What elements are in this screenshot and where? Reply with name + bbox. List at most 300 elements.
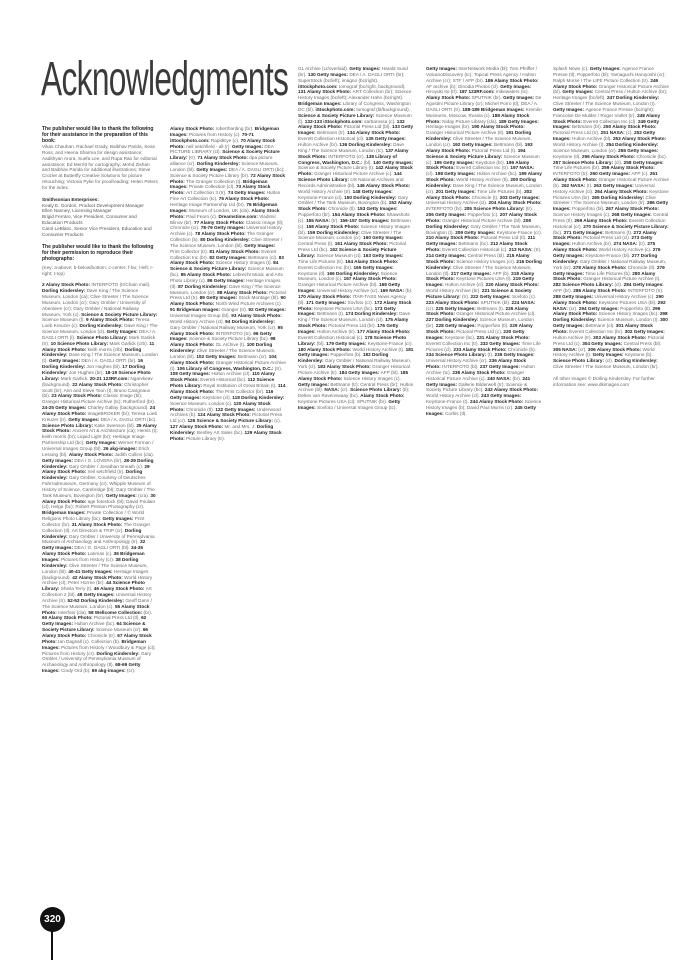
credit-source: Getty Images: xyxy=(244,242,276,248)
credit-detail: (b). xyxy=(405,288,413,294)
credit-detail: Popperfoto (tl). xyxy=(477,323,510,329)
credit-detail: Dave King / The Science Museum, London (cl). xyxy=(298,311,411,323)
credit-detail: Clive Streeter / The Science Museum, London (cr). xyxy=(426,136,532,147)
credit-detail: Gary Ombler / The Tank Museum, Bovington (t). xyxy=(426,223,541,235)
credit-detail: Chronicle (bc). xyxy=(636,153,667,159)
credit-detail: Sovfoto (cr). xyxy=(347,299,375,305)
credit-source: Getty Images: xyxy=(503,95,536,101)
credit-source: Dorling Kindersley: xyxy=(79,323,125,329)
credit-source: Alamy Stock Photo: xyxy=(170,126,216,131)
credit-source: 242 Alamy Stock Photo: xyxy=(484,387,539,393)
credit-source: 225 Getty Images: xyxy=(435,305,478,311)
credit-detail: Kremlin Museums, Moscow, Russia (c). xyxy=(426,106,542,118)
thanks-text: Vikas Chauhan, Rachael Grady, Baibhav Parida, Sean Ross, and Heena Sharma for design assistance; Aadithyan Arora, Suefa Lee, and Rupa Rao for editorial assistance; Ed Merritt for cartography; Mohd Zishan and Baibhav Parida for additional illustrations; Steve Crozier at Butterfly Creative Solutions for picture retouching; Victoria Pyke for proofreading; Helen Peters for the index. xyxy=(42,144,158,190)
credit-source: 233 Alamy Stock Photo: xyxy=(453,346,508,352)
credit-detail: Keystone-France (bl). xyxy=(585,253,632,258)
credit-detail: Popperfoto (tl). xyxy=(620,305,653,311)
credit-detail: Bettmann (tr). xyxy=(317,130,347,136)
credit-source: 298 Dorling Kindersley: xyxy=(553,311,668,323)
credit-source: 11 Alamy Stock Photo: xyxy=(42,340,155,352)
credit-detail: Popperfoto (c). xyxy=(467,212,500,218)
credit-source: 178 Science Photo Library: xyxy=(298,334,407,346)
credit-detail: SPUTNIK (br). xyxy=(471,95,504,101)
credit-source: 160 Getty Images: xyxy=(363,235,404,241)
credit-detail: Art Collection 3 (tr). xyxy=(186,190,228,196)
credit-detail: Harald Sund (br). xyxy=(298,66,408,77)
credit-source: 112 Science Photo Library: xyxy=(170,377,275,389)
credit-detail: World History Archive (br). xyxy=(426,288,482,294)
footer-note: All other images © Dorling Kindersley. For further information see: www.dkimages.com xyxy=(553,375,655,387)
credit-source: 300 Getty Images: xyxy=(553,317,668,329)
credit-source: 95 Alamy Stock Photo: xyxy=(170,324,283,336)
credit-source: 78 Alamy Stock Photo: xyxy=(195,231,247,237)
credit-detail: Keystone Pictures USA (t). xyxy=(456,276,514,282)
credit-detail: Underwood Archives (b). xyxy=(170,406,281,418)
credit-source: 166 Dorling Kindersley: xyxy=(326,270,381,276)
credit-source: Dorling Kindersley: xyxy=(614,358,658,364)
credit-source: 170 Alamy Stock Photo: xyxy=(298,293,353,299)
credit-detail: Cindy Ord (b). xyxy=(61,668,92,674)
credit-source: 70-71 iStockphoto.com: xyxy=(170,131,254,143)
credit-detail: Pictorial Press Ltd (c). xyxy=(456,328,504,334)
credit-detail: Science Museum, London (c). xyxy=(170,400,234,406)
credit-source: 275 Alamy Stock Photo: xyxy=(553,241,656,253)
credit-detail: Keystone (br). xyxy=(475,159,507,165)
credit-detail: Ngarvkeav (background). xyxy=(42,375,153,387)
credit-detail: Gary Ombler / National Railway Museum, York (cl). xyxy=(298,358,412,370)
credit-source: 203 Getty Images: xyxy=(499,194,540,200)
column-1 xyxy=(42,126,158,891)
column-3 xyxy=(298,66,414,956)
credit-source: 30 Alamy Stock Photo: xyxy=(42,492,156,504)
credit-source: 187 123RF.com: xyxy=(459,89,496,95)
credit-source: 282 Science Photo Library: xyxy=(553,282,615,288)
credit-source: 264 Alamy Stock Photo: xyxy=(594,188,650,194)
credit-source: 195 Getty Images: xyxy=(434,159,476,165)
credit-detail: Mark Garlick (tr). xyxy=(42,334,156,346)
credit-source: 193 Alamy Stock Photo: xyxy=(426,141,533,153)
credit-source: 262 NASA: xyxy=(561,182,587,188)
credit-source: iStockphoto.com: xyxy=(315,106,357,112)
credit-detail: RapidEye (c). xyxy=(210,137,241,143)
key-legend: (Key: a-above; b-below/bottom; c-center; f-far; l-left; r-right; t-top) xyxy=(42,264,154,276)
credit-detail: (cl). xyxy=(614,282,624,288)
credit-source: Bridgeman Images: xyxy=(170,126,280,137)
credit-detail: Science Museum (l). xyxy=(42,317,87,323)
credit-source: Science Photo Library: xyxy=(350,387,403,393)
credit-source: 292 NASA: xyxy=(553,299,666,311)
credit-detail: Bettmann (c). xyxy=(298,217,411,229)
credit-source: Getty Images: xyxy=(589,66,623,71)
credit-detail: Everett Historical (bc). xyxy=(200,377,248,383)
credit-source: 219 Getty Images: xyxy=(426,276,535,288)
credit-source: Getty Images: xyxy=(196,166,229,172)
credit-detail: Everett Collection Inc (br). xyxy=(298,264,354,270)
credit-source: Getty Images: xyxy=(85,440,119,446)
credit-detail: Clive Streeter / The Science Museum, London (bl). xyxy=(170,348,276,359)
credit-source: 136 Dorling Kindersley: xyxy=(339,141,394,147)
credit-source: 196 Alamy Stock Photo: xyxy=(426,159,530,171)
credit-source: 17 Dorling Kindersley: xyxy=(42,364,146,375)
credit-detail: World History Archive (t). xyxy=(352,346,406,352)
credit-detail: tomograf (bc/right, background). xyxy=(338,83,406,89)
credit-source: 34-35 Alamy Stock Photo: xyxy=(42,545,144,557)
credit-source: 84 Science & Society Picture Library: xyxy=(170,260,279,272)
credit-detail: Dave King / The Science Museum, London (t). xyxy=(42,352,158,364)
credit-detail: Science History Images (t). xyxy=(215,260,274,266)
credit-detail: Science History Images (bc). xyxy=(598,311,660,317)
credit-source: 114 Alamy Stock Photo: xyxy=(170,383,286,394)
credit-source: 279 Getty Images: xyxy=(553,264,665,276)
credit-detail: Niday Picture Library (cla). xyxy=(442,118,499,124)
credit-source: 163 Getty Images: xyxy=(363,253,404,258)
credit-detail: Granger Historical Picture Archive (bl). xyxy=(553,83,669,95)
credit-source: 218 Alamy Stock Photo: xyxy=(426,270,535,282)
credit-detail: The Granger Collection (tl); Art Directors & TRIP (cr). xyxy=(42,521,151,533)
credit-source: 120 Alamy Stock Photo: xyxy=(170,400,271,412)
credit-source: 167 Alamy Stock Photo: xyxy=(343,276,397,282)
credit-detail: (br). xyxy=(512,375,523,381)
credit-detail: (tr). xyxy=(525,206,533,212)
credit-source: 165 Getty Images: xyxy=(353,264,394,270)
credit-source: 206 Getty Images: xyxy=(426,212,468,218)
credit-source: 154 Alamy Stock Photo: xyxy=(332,212,387,218)
credit-source: 180 Alamy Stock Photo: xyxy=(298,346,353,352)
smithsonian-heading: Smithsonian Enterprises: xyxy=(42,196,99,202)
credit-detail: Universal History Archive (cr). xyxy=(426,358,490,364)
credit-source: 269 Alamy Stock Photo: xyxy=(574,217,629,223)
credit-source: 118 Dorling Kindersley: xyxy=(232,394,285,400)
credit-detail: neil setchfield - all (r). xyxy=(186,143,233,149)
credit-source: 247 Dorling Kindersley: xyxy=(606,95,660,101)
credit-source: 116 Getty Images: xyxy=(170,388,274,400)
credit-detail: Hulton Archive (bl). xyxy=(572,136,613,142)
credit-detail: Print Collector (tr). xyxy=(170,248,210,254)
credit-source: 68-69 Getty Images: xyxy=(42,662,141,674)
credit-detail: Gallerie Bilderwelt (tr); Science & Society Picture Library (bc). xyxy=(426,381,528,393)
credit-detail: Science History Images (cr). xyxy=(456,258,517,264)
credit-detail: DEA / A. DAGLI ORTI (bc); Science & Society Picture Library (br). xyxy=(170,166,285,178)
credit-detail: Popperfoto (b). xyxy=(330,352,363,358)
credit-source: 73 Alamy Stock Photo: xyxy=(170,184,271,196)
credit-source: 71 Alamy Stock Photo: xyxy=(197,155,250,161)
credit-source: 78-79 Getty Images: xyxy=(200,225,247,231)
credit-detail: Bettmann (bc). xyxy=(458,241,491,247)
credit-source: 32 Getty Images: xyxy=(42,539,146,551)
credit-source: 296 Alamy Stock Photo: xyxy=(553,305,661,317)
credit-source: 173 Getty Images: xyxy=(298,305,396,317)
credit-detail: Granger Historical Picture Archive (cl). xyxy=(456,311,536,317)
credit-detail: Science Museum (cr). xyxy=(95,627,143,633)
credit-source: 189 Getty Images: xyxy=(498,118,539,124)
credit-detail: Science Museum (l). xyxy=(298,112,412,124)
credit-detail: Time Life Pictures (b). xyxy=(477,188,525,194)
credit-detail: InterNetwork Media (bl); Tom Pfeiffer / VolcanoDiscovery (tc); Topical Press Agency / Hulton Archive (cr); STF / AFP (br). xyxy=(426,66,538,83)
credit-detail: Shawshots (c). xyxy=(298,212,410,223)
credit-detail: Gary Ombler / University of Pennsylvania Museum of Archaeology and Anthropology (tr). xyxy=(42,533,155,545)
credit-detail: Charley Gallay (background). xyxy=(87,405,150,411)
thanks-heading: The publisher would like to thank the following for their assistance in the preparation of this book: xyxy=(42,126,154,144)
credit-detail: Time Life Pictures (br). xyxy=(553,165,602,171)
credit-detail: Bentley Art Sales (bc). xyxy=(196,429,245,435)
credit-detail: Chronicle (tl). xyxy=(627,264,657,270)
credit-detail: DEA / G. LOVERA (br). xyxy=(74,457,124,463)
credit-detail: Keystone (tl). xyxy=(298,270,327,276)
credit-detail: Everett Collection Historical (c). xyxy=(298,334,365,340)
credit-detail: Jon Hughes (bl). xyxy=(86,364,123,370)
credit-detail: Hulton Archive (cl). xyxy=(211,371,253,377)
credit-source: Dreamstime.com: xyxy=(218,213,260,219)
credit-source: 271 Getty Images: xyxy=(563,229,606,235)
credit-detail: Dave King / The Science Museum, London (cr). xyxy=(426,182,542,194)
credit-source: 48 Getty Images: xyxy=(77,592,116,598)
credit-source: 254 Dorling Kindersley: xyxy=(606,141,659,147)
page-number: 320 xyxy=(40,907,65,932)
credit-source: Getty Images: xyxy=(49,358,82,364)
credit-detail: Splash News (c). xyxy=(553,66,590,71)
credit-source: Getty Images: xyxy=(500,83,532,89)
credit-source: Getty Images: xyxy=(426,66,459,71)
credit-source: 245 Getty Images: xyxy=(426,404,536,416)
credit-detail: Everett Collection Inc (cl). xyxy=(583,118,638,124)
credit-source: 62 Getty Images: xyxy=(42,615,147,627)
credit-source: 194 Science & Society Picture Library: xyxy=(426,147,526,159)
credit-detail: Chronicle (t). xyxy=(471,194,500,200)
credit-detail: Universal History Archive (tr). xyxy=(42,592,152,603)
credits-list xyxy=(553,66,669,370)
credit-detail: Central Press (t). xyxy=(298,241,335,247)
credit-detail: Popperfoto (bl). xyxy=(572,206,606,212)
credit-source: 228 Getty Images: xyxy=(435,323,478,329)
credit-detail: Paul Fearn (c). xyxy=(186,213,219,219)
credit-detail: Science & Society Picture Library (bc). xyxy=(189,336,271,342)
credit-detail: Bettmann (cr). xyxy=(237,353,269,359)
credit-detail: Geoff Dann / The Science Museum, London (c). xyxy=(42,597,152,609)
credit-detail: Chronicle (tl). xyxy=(328,206,358,212)
credit-detail: Gary Ombler / University of Pennsylvania Museum of Archaeology and Anthropology (tl). xyxy=(42,650,152,668)
credit-source: 284 Getty Images: xyxy=(623,282,664,288)
credit-detail: Everett Collection Historical (cr). xyxy=(553,217,666,229)
credit-detail: US National Archives and Records Administration (bl). xyxy=(298,177,404,188)
credit-detail: (t). xyxy=(586,182,594,188)
credit-source: 304 Getty Images: xyxy=(582,340,624,346)
credit-detail: World History Archive (c). xyxy=(598,247,653,253)
credit-detail: Jon Hughes (br). xyxy=(68,370,106,375)
credit-source: 104 Alamy Stock Photo: xyxy=(170,353,277,365)
credit-detail: Pictorial Press Ltd (cr). xyxy=(170,412,283,424)
credit-source: 235 Getty Images: xyxy=(494,352,535,358)
credit-detail: Lebrecht Music and Arts Photo Library (c). xyxy=(170,272,283,283)
credit-source: 270 Science & Society Picture Library: xyxy=(583,223,669,229)
credit-detail: Pictorial Press Ltd (tl). xyxy=(480,235,528,241)
credit-source: Getty Images: xyxy=(349,66,382,71)
credit-source: Getty Images: xyxy=(68,416,101,422)
credit-detail: Everett Collection Inc (tr). xyxy=(426,340,481,346)
credit-detail: Keystone (tl). xyxy=(553,153,582,159)
credit-detail: Gary Ombler, Courtesy of Deutsches Fahrradmuseum, Germany (cr); Whipple Museum of History of Science, Cambridge (bl); Gary Ombler / The Tank Museum, Bovington (br). xyxy=(42,475,155,498)
credit-detail: Print Collector (br). xyxy=(42,516,145,527)
credit-source: 188 Alamy Stock Photo: xyxy=(426,112,530,124)
credit-detail: (cl). xyxy=(426,171,436,177)
column-2 xyxy=(170,126,286,906)
credit-source: 181 Getty Images: xyxy=(298,346,414,358)
credit-detail: Universal History Archive (c). xyxy=(594,293,656,299)
credit-source: 87 Dorling Kindersley: xyxy=(178,283,230,289)
credit-detail: Granger Historical Picture Archive (c). xyxy=(314,171,394,177)
credit-source: 263 Getty Images: xyxy=(593,182,636,188)
credit-detail: Lanmas (c). xyxy=(87,551,114,557)
credit-detail: Granger Historical Picture Archive (b). xyxy=(553,177,669,188)
credit-detail: INTERFOTO (tr/Chain mail). xyxy=(91,282,151,288)
credit-source: 88 Alamy Stock Photo: xyxy=(217,289,270,295)
credit-detail: INTERFOTO (bl). xyxy=(442,364,480,370)
credit-detail: (cra). xyxy=(138,492,151,498)
credit-detail: AFP (c). xyxy=(631,171,650,177)
credit-source: 175 Alamy Stock Photo: xyxy=(298,317,409,329)
credit-detail: sarbarossa (c). xyxy=(364,118,397,124)
credit-detail: Picture Library (tr). xyxy=(186,435,225,441)
credit-source: 89 Getty Images: xyxy=(199,295,239,301)
credit-detail: Private Collection / © World Religions Photo Library (bc). xyxy=(42,510,145,522)
credit-source: 52-53 Dorling Kindersley: xyxy=(67,597,126,603)
credit-detail: Granger Historical Picture Archive (bl). xyxy=(298,282,380,288)
credit-source: 184 Getty Images: xyxy=(339,369,381,375)
credit-detail: Granger Historical Picture Archive (t). xyxy=(170,359,286,371)
credit-detail: Dave King / The Science Museum, London (cr). xyxy=(170,283,281,295)
credit-detail: Science Museum, London (br). xyxy=(426,317,534,329)
credit-detail: Central Press (tl). xyxy=(553,212,669,223)
credit-detail: North Wind Picture Archives (c). xyxy=(215,301,283,307)
credit-source: 176 Getty Images: xyxy=(298,323,399,334)
credit-source: Dorling Kindersley: xyxy=(42,288,87,294)
credit-detail: Universal History Archive (c). xyxy=(170,225,282,237)
credit-source: Alamy Stock Photo: xyxy=(360,393,405,399)
credit-detail: (tr). xyxy=(534,247,542,253)
credit-detail: Pictures from History / Woodbury & Page (cl); Pictures from History (cr). xyxy=(42,644,156,656)
page-title: Acknowledgments xyxy=(41,53,289,106)
credit-detail: (tr). xyxy=(461,293,471,299)
credit-source: 241 Getty Images: xyxy=(426,375,531,387)
credit-detail: Stock Montage (bl). xyxy=(238,295,281,301)
credit-detail: Heritage Images (br). xyxy=(426,124,472,130)
credit-source: 23 Alamy Stock Photo: xyxy=(51,393,104,399)
credit-source: 223 Alamy Stock Photo: xyxy=(426,299,481,305)
credit-detail: INTERFOTO (tr). xyxy=(627,288,664,294)
credit-detail: (cr). xyxy=(578,346,588,352)
credit-source: 211 Getty Images: xyxy=(426,235,536,247)
credit-detail: (tr). xyxy=(331,217,340,223)
credit-source: Getty Images: xyxy=(102,516,135,522)
credit-source: 208 Dorling Kindersley: xyxy=(426,217,531,229)
credit-source: 55 Alamy Stock Photo: xyxy=(42,603,150,615)
credit-detail: Pictorial Press Ltd (cl). xyxy=(583,235,632,241)
credit-source: Alamy Stock Photo: xyxy=(170,207,280,219)
credit-detail: Keystone-France (cl). xyxy=(298,194,345,200)
credit-source: 257 Science Photo Library: xyxy=(553,159,615,165)
credit-source: 246 Alamy Stock Photo: xyxy=(553,77,659,89)
credit-detail: Science Museum (cl). xyxy=(316,253,364,258)
credit-detail: Keystone Pictures USA (br). xyxy=(553,188,669,200)
credit-detail: Science History Images (bl). xyxy=(298,223,410,235)
credit-detail: Bettmann (cl). xyxy=(248,254,279,260)
credit-detail: DEA / A. DAGLI ORTI (br); SuperStock (bc/left); imagno (bc/right). xyxy=(298,71,405,83)
credits-list xyxy=(170,126,286,442)
smithsonian-line: Brigid Ferraro, Vice President, Consumer and Education Products xyxy=(42,214,137,226)
credit-detail: Judith Collins (cla). xyxy=(114,451,155,457)
credit-detail: Pictorial Press Ltd (bc). xyxy=(298,241,406,253)
credit-source: 266 Getty Images: xyxy=(553,200,669,212)
credit-detail: Everett Collection Historical (c). xyxy=(442,247,509,253)
credit-detail: DEA / A. DAGLI ORTI (bc). xyxy=(100,416,157,422)
credit-source: 168 Getty Images: xyxy=(298,282,401,294)
credit-source: 161 Alamy Stock Photo: xyxy=(334,241,390,247)
credit-detail: Katie Swenson (bl). xyxy=(94,422,137,428)
credit-source: 174 Dorling Kindersley: xyxy=(345,311,400,317)
credit-source: 301 Alamy Stock Photo: xyxy=(553,323,653,334)
credit-source: 100 Dorling Kindersley: xyxy=(170,342,273,354)
smithsonian-line: Carol LeBlanc, Senior Vice President, Education and Consumer Products xyxy=(42,225,152,237)
credit-detail: Keystone (b). xyxy=(624,352,653,358)
credit-detail: Science Museum, London (t). xyxy=(597,317,661,323)
credit-source: Dorling Kindersley: xyxy=(170,424,274,435)
credit-detail: Clive Streeter / The Science Museum, London (t). xyxy=(553,101,656,107)
credit-source: 200 Dorling Kindersley: xyxy=(426,177,536,188)
credit-detail: Bettmann (t). xyxy=(317,311,346,317)
credit-source: Science & Society Picture Library: xyxy=(298,112,376,118)
credit-detail: Art Collection 2 (bl). xyxy=(42,586,152,598)
credit-detail: Dave King / The Science Museum, London (tc). xyxy=(298,141,405,153)
credit-detail: Mr. and Mrs. J. xyxy=(224,424,257,430)
credit-source: 273 Getty Images: xyxy=(553,235,653,247)
credit-source: 77 Alamy Stock Photo: xyxy=(193,219,246,225)
credit-detail: Pictorial Press Ltd (tr). xyxy=(553,130,601,136)
credit-source: 81 Alamy Stock Photo: xyxy=(209,248,262,254)
credit-source: 215 Alamy Stock Photo: xyxy=(426,253,530,264)
credit-detail: World History Archive (tr). xyxy=(298,188,353,194)
credit-source: 76 Bridgeman Images: xyxy=(170,201,278,213)
credit-detail: (t). xyxy=(487,352,495,358)
credit-detail: Agence France Presse (tl); Popperfoto (bl); Yamaguchi Haruyoshi (cr); Ralph Morse / The LIFE Picture Collection (tr). xyxy=(553,66,666,83)
credit-source: 94 Dorling Kindersley: xyxy=(225,318,275,324)
credit-detail: Universal History Archive (cr). xyxy=(317,288,381,294)
credit-source: 186 Alamy Stock Photo: xyxy=(485,77,539,83)
credit-detail: tomograf (bl/background). xyxy=(356,106,411,112)
credit-detail: Keystone-France (cr). xyxy=(496,229,542,235)
credit-detail: dpa picture alliance (cr). xyxy=(170,155,273,167)
credit-source: 106 Library of Congress, Washington, D.C.: xyxy=(177,365,275,371)
credit-detail: Clive Streeter / The Science Museum, London (bl). xyxy=(42,562,148,574)
credit-detail: INTERFOTO (tc). xyxy=(215,330,254,336)
credit-detail: Chronicle (tr). xyxy=(87,632,118,638)
credit-source: 217 Getty Images: xyxy=(451,270,493,276)
credit-detail: Corbis (tl). xyxy=(445,410,467,416)
credit-detail: Hulton Archive (br). xyxy=(298,141,340,147)
credit-detail: Royal Institution of Great Britain (t). xyxy=(203,383,278,389)
credit-source: 276 Getty Images: xyxy=(553,247,661,258)
credit-source: 40-41 Getty Images: xyxy=(68,568,114,574)
credit-source: 265 Dorling Kindersley: xyxy=(591,194,646,200)
credit-detail: GL Archive (cr/overlaid). xyxy=(298,66,350,71)
credit-detail: Time Life Pictures (b). xyxy=(585,270,633,276)
credit-source: 240 NASA: xyxy=(487,375,513,381)
credit-source: Bridgeman Images: xyxy=(170,178,268,190)
credit-source: Dorling Kindersley: xyxy=(42,469,143,481)
credit-detail: SPUTNIK (bl). xyxy=(480,299,512,305)
credit-detail: ITAR-TASS News Agency (tl). xyxy=(298,293,407,305)
credit-detail: Hulton Fine Art Collection (tc). xyxy=(170,190,281,202)
credit-detail: Classic Image (tl); Chronicle (cr). xyxy=(170,219,284,231)
credit-source: 85 Alamy Stock Photo: xyxy=(180,272,233,278)
